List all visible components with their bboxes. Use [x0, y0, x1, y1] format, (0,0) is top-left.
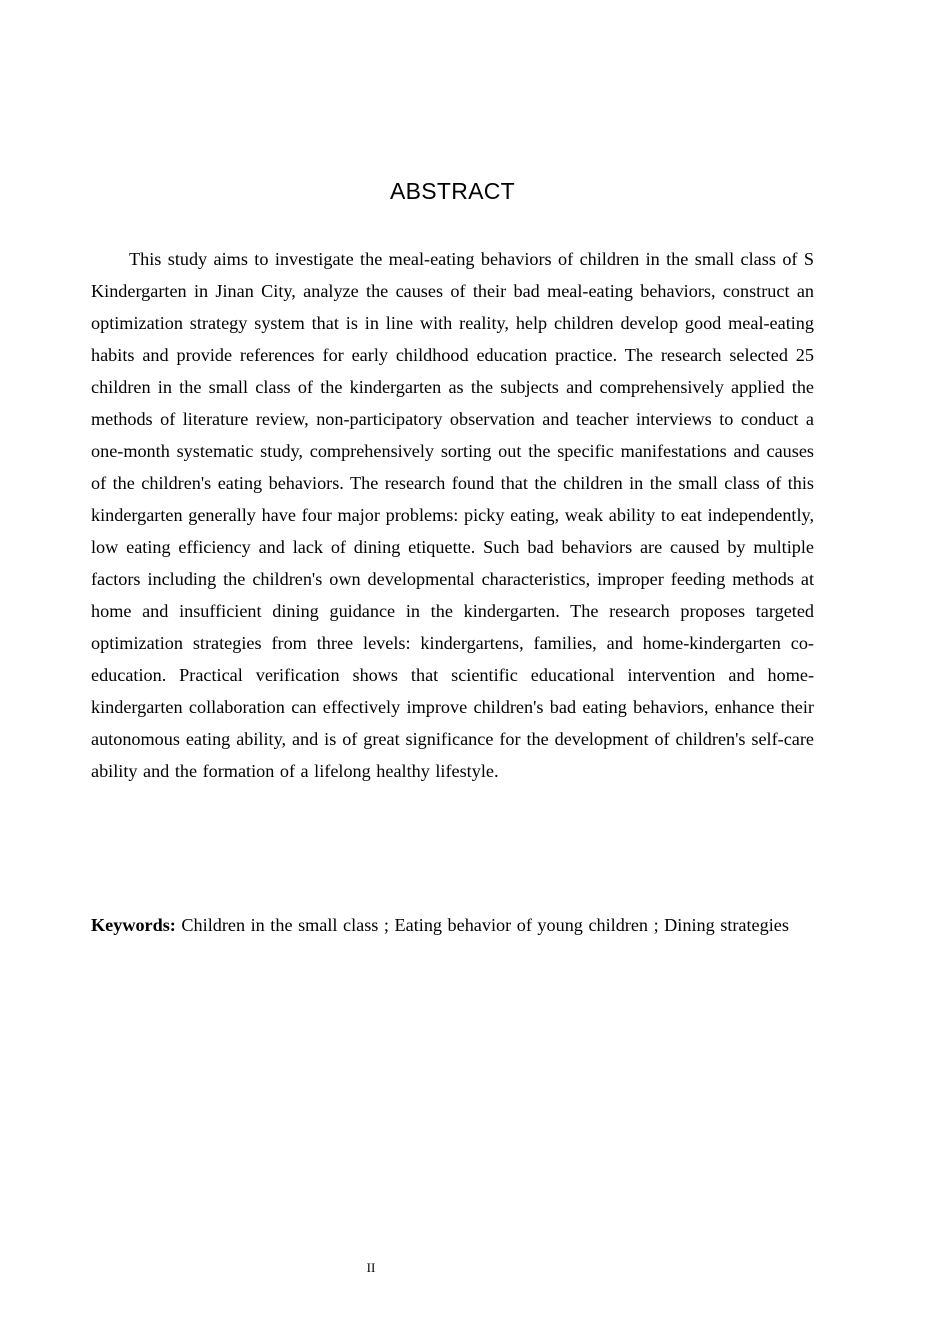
keywords-paragraph: [91, 909, 814, 941]
page-number: II: [366, 1260, 376, 1275]
keywords-text: Children in the small class ; Eating behavior of young children ; Dining strategies: [181, 915, 789, 935]
page-title: ABSTRACT: [389, 178, 516, 204]
abstract-paragraph: This study aims to investigate the meal-eating behaviors of children in the small class of S Kindergarten in Jinan City, analyze the causes of their bad meal-eating behaviors, construct an optimization strategy system that is in line with reality, help children develop good meal-eating habits and provide references for early childhood education practice. The research selected 25 children in the small class of the kindergarten as the subjects and comprehensively applied the methods of literature review, non-participatory observation and teacher interviews to conduct a one-month systematic study, comprehensively sorting out the specific manifestations and causes of the children's eating behaviors. The research found that the children in the small class of this kindergarten generally have four major problems: picky eating, weak ability to eat independently, low eating efficiency and lack of dining etiquette. Such bad behaviors are caused by multiple factors including the children's own developmental characteristics, improper feeding methods at home and insufficient dining guidance in the kindergarten. The research proposes targeted optimization strategies from three levels: kindergartens, families, and home-kindergarten co-education. Practical verification shows that scientific educational intervention and home-kindergarten collaboration can effectively improve children's bad eating behaviors, enhance their autonomous eating ability, and is of great significance for the development of children's self-care ability and the formation of a lifelong healthy lifestyle.: [91, 249, 814, 781]
keywords-label: Keywords:: [91, 915, 176, 935]
